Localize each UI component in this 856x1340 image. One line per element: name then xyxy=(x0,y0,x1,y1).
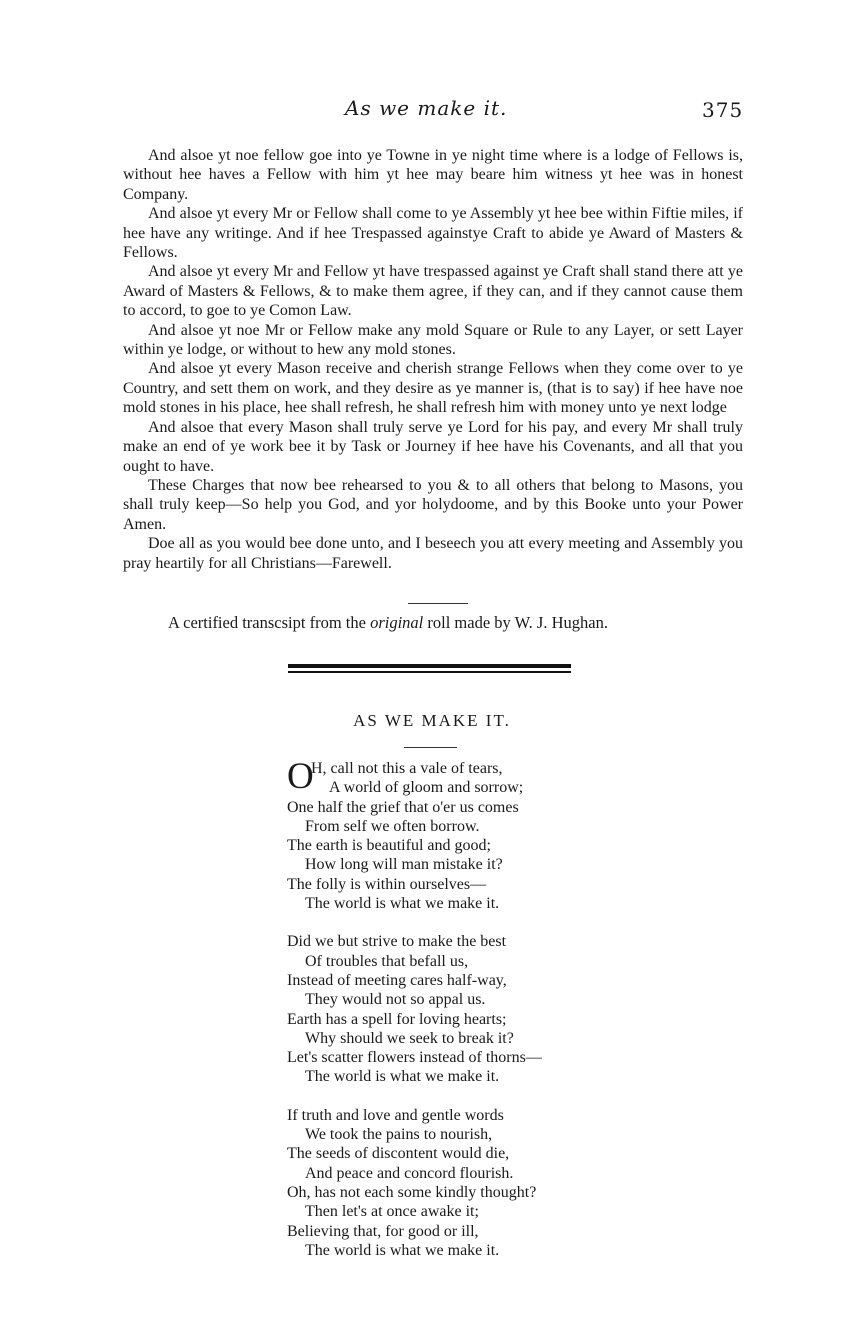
attribution-emphasis: original xyxy=(370,613,424,632)
poem-line: Instead of meeting cares half-way, xyxy=(287,971,507,989)
paragraph: And alsoe yt noe Mr or Fellow make any mold Square or Rule to any Layer, or sett Layer within ye lodge, or without to hew any mold stones. xyxy=(123,321,743,359)
attribution-after: roll made by W. J. Hughan. xyxy=(423,613,608,632)
poem-line: From self we often borrow. xyxy=(305,817,480,835)
charges-text xyxy=(123,146,743,573)
poem-line: Of troubles that befall us, xyxy=(305,952,469,970)
paragraph: And alsoe yt every Mr and Fellow yt have trespassed against ye Craft shall stand there att ye Award of Masters & Fellows, & to make them agree, if they can, and if they cannot cause them to accord, to goe to ye Comon Law. xyxy=(123,263,743,320)
poem-line: The world is what we make it. xyxy=(305,895,500,913)
poem-line: They would not so appal us. xyxy=(305,991,486,1009)
double-rule-thick xyxy=(288,664,571,668)
poem-line: The world is what we make it. xyxy=(305,1068,500,1086)
running-header xyxy=(0,96,856,126)
stanza xyxy=(287,756,627,913)
first-line-text: H, call not this a vale of tears, xyxy=(311,760,503,777)
paragraph: And alsoe yt every Mason receive and cherish strange Fellows when they come over to ye Country, and sett them on work, and they desire as ye manner is, (that is to say) if hee have noe mold stones in his place, hee shall refresh, he shall refresh him with money unto ye next lodge xyxy=(123,360,743,417)
poem-line: We took the pains to nourish, xyxy=(305,1126,493,1144)
double-rule-thin xyxy=(288,671,571,673)
poem-line: One half the grief that o'er us comes xyxy=(287,798,519,816)
stanza xyxy=(287,1106,627,1260)
poem-line: Why should we seek to break it? xyxy=(305,1029,514,1047)
poem-line: The earth is beautiful and good; xyxy=(287,837,491,855)
poem-line: The seeds of discontent would die, xyxy=(287,1145,510,1163)
poem-line: Oh, has not each some kindly thought? xyxy=(287,1183,537,1201)
paragraph: And alsoe that every Mason shall truly serve ye Lord for his pay, and every Mr shall truly make an end of ye work bee it by Task or Journey if hee have his Covenants, and all that you ought to have. xyxy=(123,418,743,475)
poem-line: Did we but strive to make the best xyxy=(287,933,507,951)
paragraph: And alsoe yt noe fellow goe into ye Towne in ye night time where is a lodge of Fellows is, without hee haves a Fellow with him yt hee may beare him witness yt hee was in honest Company. xyxy=(123,147,743,203)
title-rule xyxy=(404,747,457,748)
poem xyxy=(287,756,627,1279)
poem-title: AS WE MAKE IT. xyxy=(353,711,511,730)
poem-line: Believing that, for good or ill, xyxy=(287,1222,479,1240)
paragraph: Doe all as you would bee done unto, and I beseech you att every meeting and Assembly you pray heartily for all Christians—Farewell. xyxy=(123,535,743,572)
running-title: As we make it. xyxy=(345,96,508,120)
poem-line: And peace and concord flourish. xyxy=(305,1164,514,1182)
section-divider xyxy=(408,603,468,604)
poem-line: Earth has a spell for loving hearts; xyxy=(287,1010,507,1028)
paragraph: And alsoe yt every Mr or Fellow shall come to ye Assembly yt hee bee within Fiftie miles, if hee have any writinge. And if hee Trespassed againstye Craft to abide ye Award of Masters & Fellows. xyxy=(123,205,743,262)
attribution-line xyxy=(168,613,728,633)
poem-line: Let's scatter flowers instead of thorns— xyxy=(287,1049,542,1067)
poem-line: If truth and love and gentle words xyxy=(287,1106,504,1124)
page-number: 375 xyxy=(702,98,744,122)
paragraph: These Charges that now bee rehearsed to you & to all others that belong to Masons, you shall truly keep—So help you God, and yor holydoome, and by this Booke unto your Power Amen. xyxy=(123,476,743,533)
stanza xyxy=(287,932,627,1086)
attribution-before: A certified transcsipt from the xyxy=(168,613,371,632)
poem-line: Then let's at once awake it; xyxy=(305,1203,479,1221)
poem-line: How long will man mistake it? xyxy=(305,856,503,874)
poem-line: A world of gloom and sorrow; xyxy=(329,779,524,797)
poem-line: The world is what we make it. xyxy=(305,1241,500,1259)
drop-cap: O xyxy=(287,756,314,797)
poem-line: The folly is within ourselves— xyxy=(287,875,487,893)
